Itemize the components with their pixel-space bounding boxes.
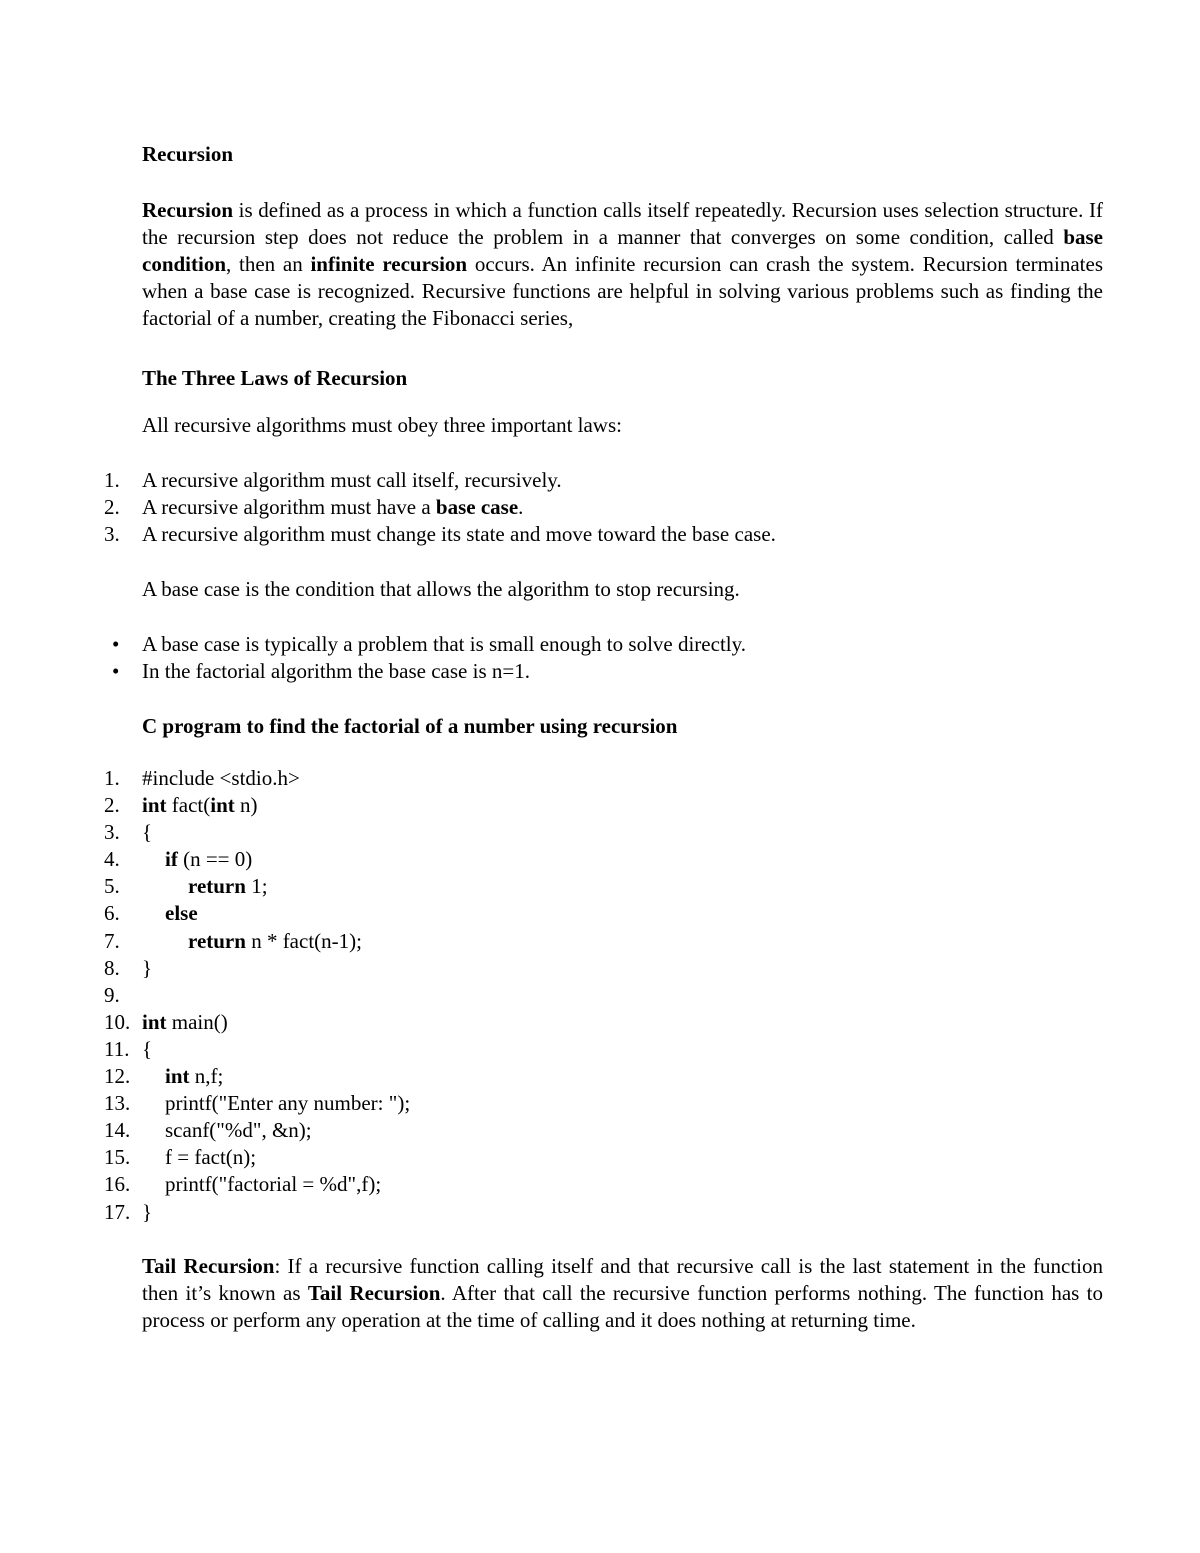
- code-line-number: 15.: [104, 1145, 131, 1170]
- code-line-number: 4.: [104, 847, 120, 872]
- intro-bold-base-condition: base condition: [142, 225, 1103, 276]
- code-keyword: return: [188, 928, 246, 953]
- code-listing: [104, 765, 410, 1226]
- tail-text-2: . After that call the recursive function performs nothing. The function has to process or perform any operation at the time of calling and it does nothing at returning time.: [142, 1281, 1103, 1332]
- code-line: [104, 765, 410, 792]
- list-item-number: 3.: [104, 522, 120, 546]
- code-line: [104, 1063, 410, 1090]
- list-item-text: A recursive algorithm must change its state and move toward the base case.: [142, 522, 776, 546]
- code-keyword: return: [188, 874, 246, 899]
- code-line: [104, 1009, 410, 1036]
- intro-text-3: occurs. An infinite recursion can crash the system. Recursion terminates when a base case is recognized. Recursive functions are helpful in solving various problems such as finding the factorial of a number, creating the Fibonacci series,: [142, 252, 1103, 330]
- code-line-number: 17.: [104, 1199, 131, 1224]
- code-line-number: 12.: [104, 1064, 131, 1089]
- intro-paragraph: [142, 197, 1103, 332]
- bullet-text: A base case is typically a problem that is small enough to solve directly.: [142, 632, 746, 656]
- code-text: (n == 0): [177, 847, 253, 872]
- code-line: [104, 928, 410, 955]
- code-line: [104, 846, 410, 873]
- list-item-number: 1.: [104, 468, 120, 492]
- code-text: printf("Enter any number: ");: [165, 1091, 411, 1116]
- intro-term: Recursion: [142, 198, 233, 222]
- tail-recursion-paragraph: [142, 1253, 1103, 1334]
- code-line: [104, 1117, 410, 1144]
- code-line-number: 1.: [104, 766, 120, 790]
- code-keyword: if: [165, 847, 178, 872]
- code-text: #include <stdio.h>: [142, 766, 300, 790]
- code-text: printf("factorial = %d",f);: [165, 1172, 382, 1197]
- code-text: n,f;: [189, 1064, 224, 1089]
- program-heading: C program to find the factorial of a number using recursion: [142, 714, 678, 738]
- base-case-bullets: [104, 631, 746, 685]
- code-line-number: 9.: [104, 982, 120, 1007]
- code-line: [104, 982, 410, 1009]
- code-line-number: 2.: [104, 793, 120, 818]
- tail-bold: Tail Recursion: [307, 1281, 441, 1305]
- laws-heading: The Three Laws of Recursion: [142, 366, 408, 390]
- code-line-number: 7.: [104, 928, 120, 953]
- intro-text-1: is defined as a process in which a function calls itself repeatedly. Recursion uses selection structure. If the recursion step does not reduce the problem in a manner that converges on some condition, called: [142, 198, 1103, 249]
- laws-list: [104, 467, 776, 548]
- code-line-number: 8.: [104, 955, 120, 980]
- code-line: [104, 792, 410, 819]
- tail-term: Tail Recursion: [142, 1254, 275, 1278]
- code-text: n * fact(n-1);: [245, 928, 362, 953]
- bullet-item: [104, 658, 746, 685]
- list-item-tail: .: [518, 495, 524, 519]
- code-keyword: else: [165, 901, 198, 926]
- list-item: [104, 467, 776, 494]
- code-text: {: [142, 820, 153, 845]
- code-text: }: [142, 955, 153, 980]
- code-line-number: 11.: [104, 1036, 130, 1061]
- code-keyword: int: [165, 1064, 190, 1089]
- code-text: {: [142, 1036, 153, 1061]
- code-line-number: 5.: [104, 874, 120, 899]
- code-line: [104, 955, 410, 982]
- code-text: 1;: [245, 874, 268, 899]
- list-item-bold: base case: [435, 495, 519, 519]
- intro-bold-infinite-recursion: infinite recursion: [310, 252, 468, 276]
- list-item: [104, 494, 776, 521]
- code-line: [104, 1171, 410, 1198]
- bullet-text: In the factorial algorithm the base case is n=1.: [142, 659, 530, 683]
- page-title: Recursion: [142, 142, 233, 166]
- code-text: fact(: [166, 793, 211, 818]
- code-text: scanf("%d", &n);: [165, 1118, 312, 1143]
- code-keyword: int: [142, 793, 167, 818]
- code-line: [104, 1144, 410, 1171]
- code-line-number: 10.: [104, 1009, 131, 1034]
- intro-text-2: , then an: [226, 252, 311, 276]
- code-line: [104, 1036, 410, 1063]
- code-line-number: 3.: [104, 820, 120, 845]
- code-line-number: 14.: [104, 1118, 131, 1143]
- code-line: [104, 873, 410, 900]
- bullet-icon: •: [112, 659, 120, 683]
- code-text: }: [142, 1199, 153, 1224]
- code-line-number: 6.: [104, 901, 120, 926]
- code-text: main(): [166, 1009, 228, 1034]
- list-item: [104, 521, 776, 548]
- code-line: [104, 819, 410, 846]
- code-line: [104, 1199, 410, 1226]
- list-item-text: A recursive algorithm must have a: [142, 495, 436, 519]
- bullet-icon: •: [112, 632, 120, 656]
- code-line: [104, 1090, 410, 1117]
- code-keyword: int: [210, 793, 235, 818]
- code-text: n): [234, 793, 258, 818]
- laws-lead: All recursive algorithms must obey three important laws:: [142, 413, 622, 437]
- code-line-number: 16.: [104, 1172, 131, 1197]
- list-item-number: 2.: [104, 495, 120, 519]
- code-text: f = fact(n);: [165, 1145, 257, 1170]
- code-keyword: int: [142, 1009, 167, 1034]
- bullet-item: [104, 631, 746, 658]
- base-case-lead: A base case is the condition that allows the algorithm to stop recursing.: [142, 577, 740, 601]
- list-item-text: A recursive algorithm must call itself, recursively.: [142, 468, 562, 492]
- code-line: [104, 900, 410, 927]
- code-line-number: 13.: [104, 1091, 131, 1116]
- tail-text-1: : If a recursive function calling itself and that recursive call is the last statement in the function then it’s known as: [142, 1254, 1104, 1305]
